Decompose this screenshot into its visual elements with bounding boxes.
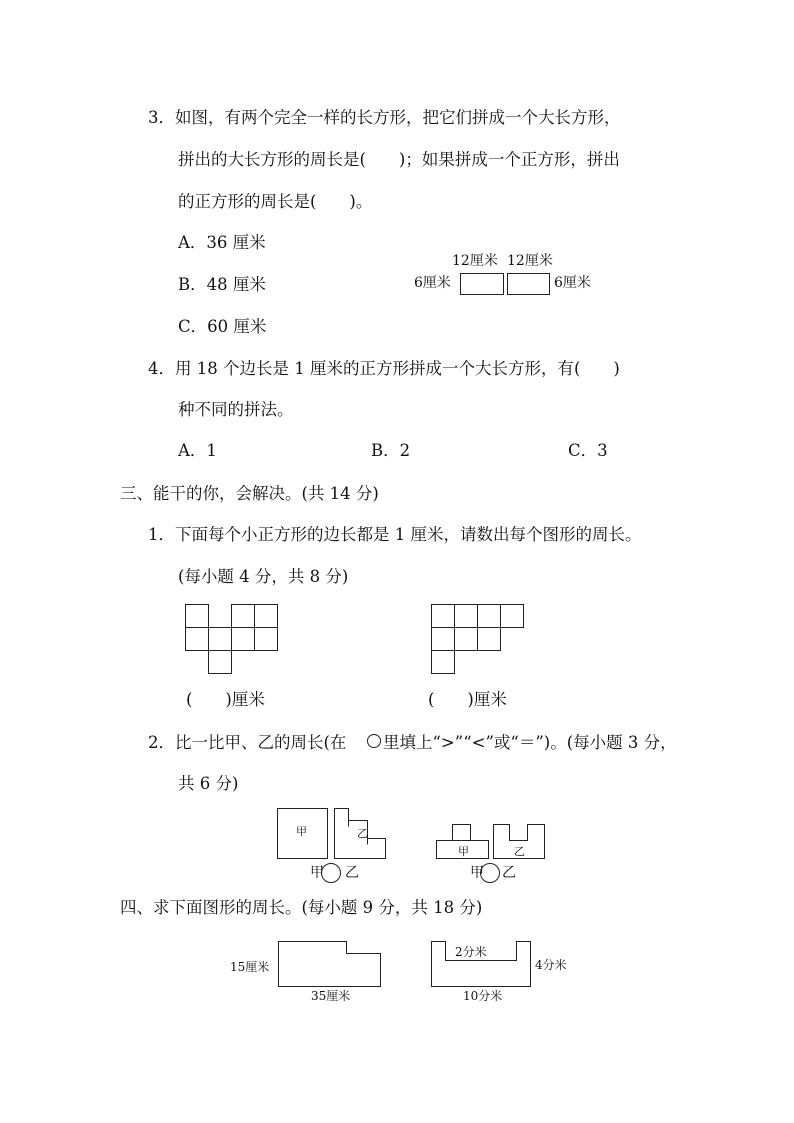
q4-option-c[interactable]: C．3: [568, 441, 608, 460]
s3-q1-line2: (每小题 4 分，共 8 分): [178, 567, 349, 586]
yi-shape-2: [494, 825, 545, 859]
q3-rect-2: [508, 274, 550, 295]
yi-label-2: 乙: [514, 845, 525, 858]
jia-label-1: 甲: [296, 825, 307, 838]
compare1-jia: 甲: [310, 865, 324, 881]
compare-circle-2: [481, 864, 500, 883]
jia-label-2: 甲: [458, 845, 469, 858]
q4-line1: 4．用 18 个边长是 1 厘米的正方形拼成一个大长方形，有( ): [148, 359, 620, 378]
q3-rect-1: [461, 274, 504, 295]
compare2-jia: 甲: [470, 865, 484, 881]
s3-q1-blank2[interactable]: ( )厘米: [428, 690, 507, 709]
grid-shape-1: [186, 605, 278, 674]
q3-option-c[interactable]: C．60 厘米: [178, 317, 267, 336]
q4-line2: 种不同的拼法。: [178, 400, 294, 419]
s3-q2-line1a: 2．比一比甲、乙的周长(在: [148, 733, 347, 752]
section4-title: 四、求下面图形的周长。(每小题 9 分，共 18 分): [120, 898, 483, 917]
compare1-yi: 乙: [345, 865, 359, 881]
grid-shape-2: [432, 605, 524, 674]
q3-option-a[interactable]: A．36 厘米: [178, 233, 266, 252]
q3-line2: 拼出的大长方形的周长是( )；如果拼成一个正方形，拼出: [178, 150, 620, 169]
q3-fig-left-label: 6厘米: [414, 275, 451, 291]
q3-line3: 的正方形的周长是( )。: [178, 192, 373, 211]
compare-circle-1: [322, 864, 341, 883]
q4-option-b[interactable]: B．2: [371, 441, 411, 460]
s4-shape-2: [432, 942, 531, 987]
s4-fig2-top-label: 2分米: [455, 945, 487, 959]
yi-stair-shape-1: [335, 809, 386, 859]
jia-square-1: [278, 809, 328, 859]
q3-fig-top-label-1: 12厘米: [452, 253, 498, 269]
s4-shape-1: [279, 942, 381, 987]
q3-fig-top-label-2: 12厘米: [507, 253, 553, 269]
q4-option-a[interactable]: A．1: [178, 441, 217, 460]
jia-shape-2: [437, 825, 489, 859]
compare2-yi: 乙: [502, 865, 516, 881]
s4-fig1-bottom-label: 35厘米: [311, 989, 351, 1003]
s4-fig2-right-label: 4分米: [535, 958, 567, 972]
yi-label-1: 乙: [357, 827, 368, 840]
s3-q1-line1: 1．下面每个小正方形的边长都是 1 厘米，请数出每个图形的周长。: [148, 525, 642, 544]
inline-compare-circle: [368, 735, 381, 748]
q3-option-b[interactable]: B．48 厘米: [178, 275, 266, 294]
q3-rectangles-figure: [461, 274, 550, 295]
q3-line1: 3．如图，有两个完全一样的长方形，把它们拼成一个大长方形，: [148, 108, 621, 127]
s4-fig2-bottom-label: 10分米: [463, 989, 503, 1003]
s3-q2-line2: 共 6 分): [178, 774, 239, 793]
q3-fig-right-label: 6厘米: [554, 275, 591, 291]
s4-fig1-left-label: 15厘米: [230, 960, 270, 974]
s3-q2-line1b: 里填上“>”“<”或“＝”)。(每小题 3 分，: [383, 733, 677, 752]
section3-title: 三、能干的你，会解决。(共 14 分): [120, 484, 379, 503]
s3-q1-blank1[interactable]: ( )厘米: [186, 690, 265, 709]
